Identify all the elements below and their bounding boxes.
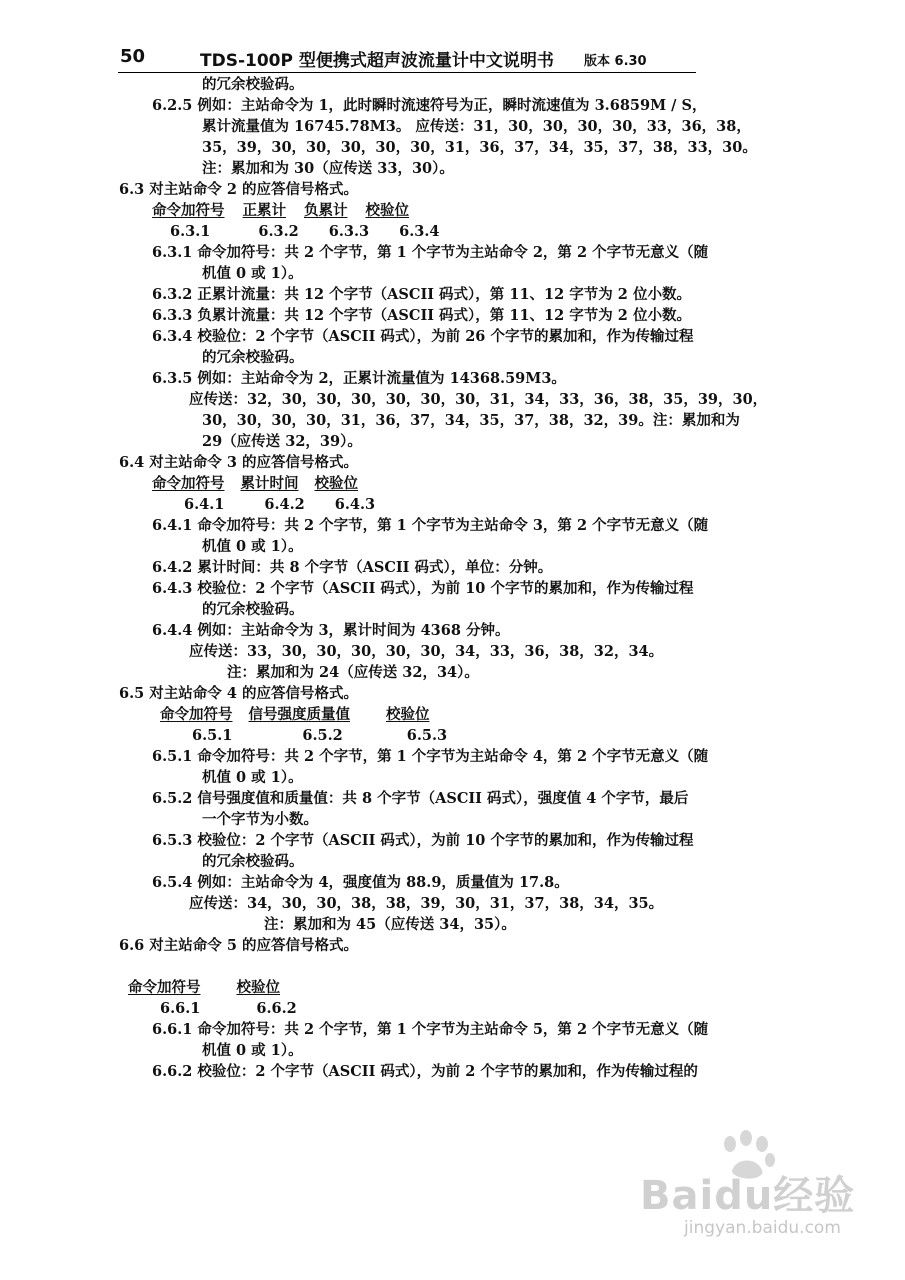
field-header: 命令加符号 bbox=[160, 706, 233, 723]
field-number: 6.3.4 bbox=[399, 223, 440, 240]
field-header: 负累计 bbox=[304, 202, 348, 219]
text-line: 的冗余校验码。 bbox=[202, 601, 304, 618]
field-header-row bbox=[152, 474, 358, 494]
text-line: 35，39，30，30，30，30，30，31，36，37，34，35，37，38，33，30。 bbox=[202, 139, 757, 156]
text-line: 的冗余校验码。 bbox=[202, 349, 304, 366]
field-number: 6.3.2 bbox=[258, 223, 299, 240]
text-line: 注：累加和为 45（应传送 34，35）。 bbox=[264, 916, 516, 933]
field-number-row bbox=[184, 495, 375, 515]
field-header-row bbox=[152, 201, 409, 221]
field-header: 校验位 bbox=[314, 475, 358, 492]
text-line: 6.5.1 命令加符号：共 2 个字节，第 1 个字节为主站命令 4，第 2 个字节无意义（随 bbox=[152, 748, 709, 765]
text-line: 6.3.2 正累计流量：共 12 个字节（ASCII 码式），第 11、12 字节为 2 位小数。 bbox=[152, 286, 691, 303]
text-line: 6.4.3 校验位：2 个字节（ASCII 码式），为前 10 个字节的累加和，作为传输过程 bbox=[152, 580, 694, 597]
watermark-url: jingyan.baidu.com bbox=[684, 1218, 841, 1238]
field-header: 命令加符号 bbox=[128, 979, 201, 996]
field-header: 累计时间 bbox=[240, 475, 299, 492]
text-line: 一个字节为小数。 bbox=[202, 811, 318, 828]
text-line: 6.4.2 累计时间：共 8 个字节（ASCII 码式），单位：分钟。 bbox=[152, 559, 553, 576]
field-number: 6.6.1 bbox=[160, 1000, 201, 1017]
page-header bbox=[118, 44, 696, 73]
field-number: 6.4.2 bbox=[264, 496, 305, 513]
text-line: 6.6.1 命令加符号：共 2 个字节，第 1 个字节为主站命令 5，第 2 个字节无意义（随 bbox=[152, 1021, 709, 1038]
field-header: 正累计 bbox=[242, 202, 286, 219]
text-line: 累计流量值为 16745.78M3。 应传送：31，30，30，30，30，33，36，38， bbox=[202, 118, 751, 135]
text-line: 机值 0 或 1）。 bbox=[202, 265, 303, 282]
text-line: 应传送：32，30，30，30，30，30，30，31，34，33，36，38，35，39，30， bbox=[189, 391, 768, 408]
field-number: 6.3.1 bbox=[170, 223, 211, 240]
text-line: 的冗余校验码。 bbox=[202, 853, 304, 870]
field-header: 校验位 bbox=[386, 706, 430, 723]
field-number: 6.5.2 bbox=[302, 727, 343, 744]
field-header-row bbox=[160, 705, 430, 725]
section-heading: 6.5 对主站命令 4 的应答信号格式。 bbox=[119, 685, 358, 702]
field-header: 校验位 bbox=[236, 979, 280, 996]
field-number: 6.3.3 bbox=[328, 223, 370, 240]
field-number: 6.4.3 bbox=[334, 496, 376, 513]
text-line: 机值 0 或 1）。 bbox=[202, 538, 303, 555]
field-header: 信号强度质量值 bbox=[248, 706, 350, 723]
text-line: 机值 0 或 1）。 bbox=[202, 769, 303, 786]
version-label: 版本 6.30 bbox=[584, 54, 647, 69]
field-number-row bbox=[192, 726, 447, 746]
watermark-logo-text: Baidu经验 bbox=[640, 1173, 856, 1219]
text-line: 6.2.5 例如：主站命令为 1，此时瞬时流速符号为正，瞬时流速值为 3.6859M / S， bbox=[152, 97, 707, 114]
text-line: 6.3.5 例如：主站命令为 2，正累计流量值为 14368.59M3。 bbox=[152, 370, 566, 387]
text-line: 6.5.2 信号强度值和质量值：共 8 个字节（ASCII 码式），强度值 4 个字节，最后 bbox=[152, 790, 689, 807]
text-line: 6.3.1 命令加符号：共 2 个字节，第 1 个字节为主站命令 2，第 2 个字节无意义（随 bbox=[152, 244, 709, 261]
text-line: 6.4.1 命令加符号：共 2 个字节，第 1 个字节为主站命令 3，第 2 个字节无意义（随 bbox=[152, 517, 709, 534]
text-line: 机值 0 或 1）。 bbox=[202, 1042, 303, 1059]
field-header-row bbox=[128, 978, 280, 998]
section-heading: 6.3 对主站命令 2 的应答信号格式。 bbox=[119, 181, 358, 198]
text-line: 6.6.2 校验位：2 个字节（ASCII 码式），为前 2 个字节的累加和，作为传输过程的 bbox=[152, 1063, 698, 1080]
text-line: 注：累加和为 24（应传送 32，34）。 bbox=[227, 664, 479, 681]
section-heading: 6.6 对主站命令 5 的应答信号格式。 bbox=[119, 937, 358, 954]
field-number-row bbox=[160, 999, 297, 1019]
field-number: 6.4.1 bbox=[184, 496, 225, 513]
document-title: TDS-100P 型便携式超声波流量计中文说明书 bbox=[200, 51, 554, 71]
text-line: 注：累加和为 30（应传送 33，30）。 bbox=[202, 160, 454, 177]
baidu-watermark bbox=[640, 1130, 870, 1260]
text-line: 29（应传送 32，39）。 bbox=[202, 433, 362, 450]
field-number: 6.5.3 bbox=[406, 727, 448, 744]
field-number-row bbox=[170, 222, 440, 242]
text-line: 6.3.4 校验位：2 个字节（ASCII 码式），为前 26 个字节的累加和，作为传输过程 bbox=[152, 328, 694, 345]
page-number: 50 bbox=[120, 46, 146, 67]
field-number: 6.6.2 bbox=[256, 1000, 297, 1017]
text-line: 应传送：34，30，30，38，38，39，30，31，37，38，34，35。 bbox=[189, 895, 664, 912]
text-line: 30，30，30，30，31，36，37，34，35，37，38，32，39。注：累加和为 bbox=[202, 412, 740, 429]
text-line: 应传送：33，30，30，30，30，30，34，33，36，38，32，34。 bbox=[189, 643, 664, 660]
field-header: 命令加符号 bbox=[152, 202, 225, 219]
field-number: 6.5.1 bbox=[192, 727, 233, 744]
text-line: 6.4.4 例如：主站命令为 3，累计时间为 4368 分钟。 bbox=[152, 622, 510, 639]
text-line: 6.3.3 负累计流量：共 12 个字节（ASCII 码式），第 11、12 字节为 2 位小数。 bbox=[152, 307, 691, 324]
text-line: 6.5.3 校验位：2 个字节（ASCII 码式），为前 10 个字节的累加和，作为传输过程 bbox=[152, 832, 694, 849]
section-heading: 6.4 对主站命令 3 的应答信号格式。 bbox=[119, 454, 358, 471]
text-line: 的冗余校验码。 bbox=[202, 76, 304, 93]
text-line: 6.5.4 例如：主站命令为 4，强度值为 88.9，质量值为 17.8。 bbox=[152, 874, 569, 891]
field-header: 校验位 bbox=[365, 202, 409, 219]
field-header: 命令加符号 bbox=[152, 475, 225, 492]
